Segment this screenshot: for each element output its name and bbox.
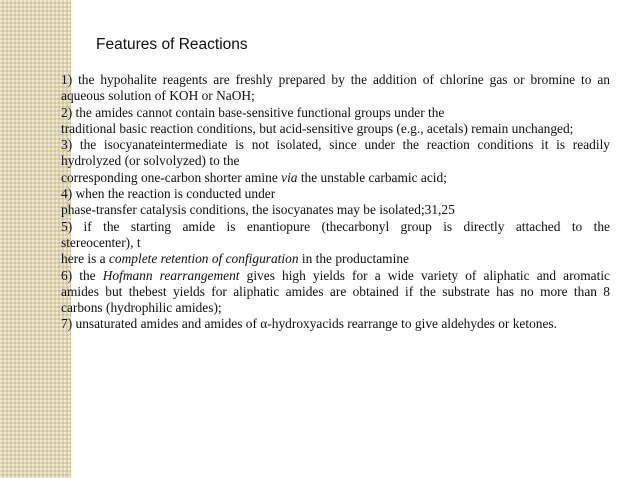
feature-1-line-2: aqueous solution of KOH or NaOH; xyxy=(61,88,255,104)
feature-4-line-2: phase-transfer catalysis conditions, the isocyanates may be isolated;31,25 xyxy=(61,202,455,218)
feature-5-line-3 xyxy=(61,251,610,267)
feature-6-line-1 xyxy=(61,268,610,284)
feature-7-line-1: 7) unsaturated amides and amides of α-hydroxyacids rearrange to give aldehydes or ketones. xyxy=(61,316,557,332)
feature-6-line-2: amides but thebest yields for aliphatic amides are obtained if the substrate has no more than 8 xyxy=(61,283,610,299)
feature-3-line-3 xyxy=(61,170,610,186)
feature-1-line-1: 1) the hypohalite reagents are freshly prepared by the addition of chlorine gas or bromine to an xyxy=(61,72,610,87)
feature-4-line-1: 4) when the reaction is conducted under xyxy=(61,186,276,202)
feature-5-text-a: here is a xyxy=(61,251,109,267)
slide-title: Features of Reactions xyxy=(96,36,248,53)
feature-3-line-1: 3) the isocyanateintermediate is not isolated, since under the reaction conditions it is readily xyxy=(61,137,610,153)
feature-2-line-2: traditional basic reaction conditions, but acid-sensitive groups (e.g., acetals) remain unchanged; xyxy=(61,120,574,136)
feature-6-text-a: 6) the xyxy=(61,267,103,283)
feature-3-italic-via: via xyxy=(281,169,298,185)
feature-5-text-b: in the productamine xyxy=(298,251,409,267)
feature-3-line-2: hydrolyzed (or solvolyzed) to the xyxy=(61,153,240,169)
feature-5-line-2: stereocenter), t xyxy=(61,234,141,250)
feature-2-line-1: 2) the amides cannot contain base-sensitive functional groups under the xyxy=(61,104,445,120)
feature-6-text-b: gives high yields for a wide variety of aliphatic and aromatic xyxy=(239,267,610,283)
feature-5-line-1: 5) if the starting amide is enantiopure (thecarbonyl group is directly attached to the xyxy=(61,218,610,234)
feature-3-text-a: corresponding one-carbon shorter amine xyxy=(61,169,282,185)
feature-6-italic-phrase: Hofmann rearrangement xyxy=(102,267,240,283)
feature-5-italic-phrase: complete retention of configuration xyxy=(108,251,299,267)
feature-6-line-3: carbons (hydrophilic amides); xyxy=(61,300,222,316)
feature-3-text-b: the unstable carbamic acid; xyxy=(297,169,447,185)
reaction-features-text xyxy=(61,72,610,333)
